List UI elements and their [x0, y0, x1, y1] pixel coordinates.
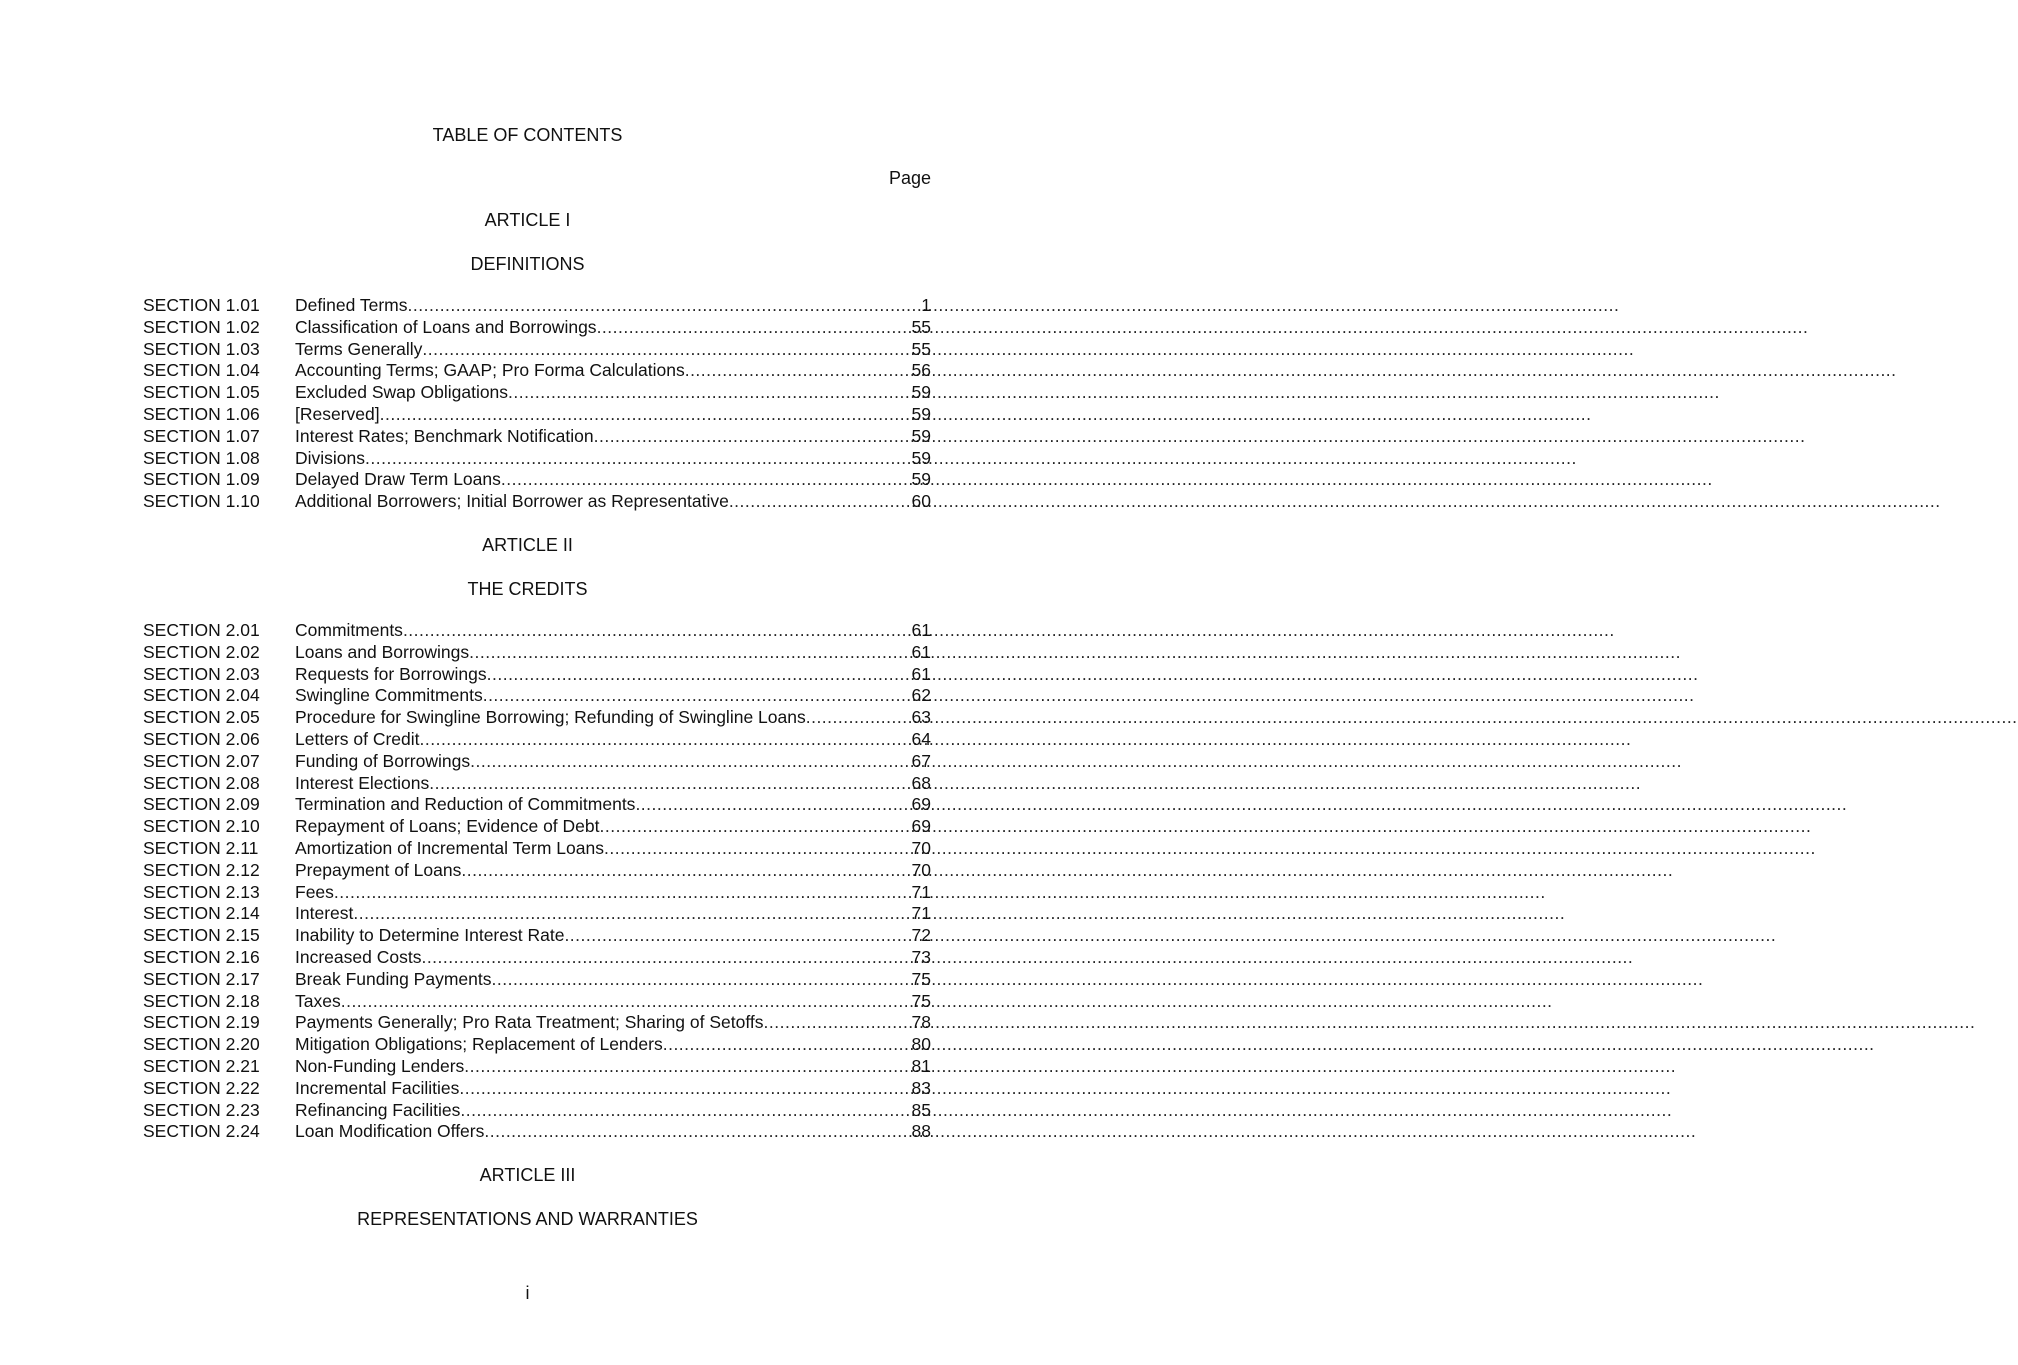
section-page-number: 73 [911, 946, 931, 967]
article-1-heading: ARTICLE I [484, 210, 571, 230]
dot-leader [365, 448, 910, 470]
section-page-number: 59 [911, 425, 931, 446]
section-number: SECTION 2.15 [143, 925, 260, 946]
dot-leader [459, 1078, 909, 1100]
section-page-number: 60 [911, 491, 931, 512]
section-number: SECTION 1.06 [143, 403, 260, 424]
section-title[interactable]: Interest Elections [295, 772, 430, 793]
section-number: SECTION 1.07 [143, 425, 260, 446]
section-number: SECTION 2.09 [143, 794, 260, 815]
toc-entry[interactable] [143, 317, 931, 339]
section-page-number: 59 [911, 447, 931, 468]
section-title[interactable]: Swingline Commitments [295, 685, 483, 706]
toc-entry[interactable] [143, 1100, 931, 1122]
section-page-number: 78 [911, 1012, 931, 1033]
toc-entry[interactable] [143, 295, 931, 317]
dot-leader [460, 1100, 909, 1122]
article-2-section-list [143, 620, 931, 1143]
dot-leader [508, 382, 909, 404]
section-number: SECTION 2.06 [143, 728, 260, 749]
dot-leader [421, 947, 909, 969]
section-page-number: 55 [911, 338, 931, 359]
dot-leader [487, 664, 910, 686]
section-page-number: 72 [911, 925, 931, 946]
article-1-subheading: DEFINITIONS [470, 254, 585, 274]
toc-entry[interactable] [143, 882, 931, 904]
dot-leader [353, 903, 909, 925]
article-1-section-list [143, 295, 931, 513]
toc-entry[interactable] [143, 969, 931, 991]
dot-leader [729, 491, 910, 513]
article-2-subheading: THE CREDITS [467, 579, 588, 599]
dot-leader [420, 729, 910, 751]
section-title[interactable]: Break Funding Payments [295, 968, 492, 989]
section-title[interactable]: Letters of Credit [295, 728, 420, 749]
section-number: SECTION 2.23 [143, 1099, 260, 1120]
dot-leader [564, 925, 909, 947]
section-number: SECTION 2.07 [143, 750, 260, 771]
dot-leader [594, 426, 910, 448]
section-page-number: 83 [911, 1077, 931, 1098]
toc-entry[interactable] [143, 664, 931, 686]
toc-entry[interactable] [143, 838, 931, 860]
section-title[interactable]: Additional Borrowers; Initial Borrower as Representative [295, 491, 729, 512]
dot-leader [341, 991, 910, 1013]
section-title[interactable]: Termination and Reduction of Commitments [295, 794, 636, 815]
section-page-number: 55 [911, 316, 931, 337]
section-title[interactable]: Accounting Terms; GAAP; Pro Forma Calculations [295, 360, 685, 381]
section-number: SECTION 1.10 [143, 491, 260, 512]
dot-leader [380, 404, 910, 426]
section-number: SECTION 2.02 [143, 641, 260, 662]
section-number: SECTION 2.04 [143, 685, 260, 706]
section-number: SECTION 2.19 [143, 1012, 260, 1033]
toc-entry[interactable] [143, 903, 931, 925]
dot-leader [464, 1056, 909, 1078]
dot-leader [600, 816, 910, 838]
section-title[interactable]: Interest [295, 903, 354, 924]
toc-entry[interactable] [143, 360, 931, 382]
section-number: SECTION 2.21 [143, 1055, 260, 1076]
toc-entry[interactable] [143, 1034, 931, 1056]
section-number: SECTION 2.05 [143, 707, 260, 728]
section-title[interactable]: Fees [295, 881, 334, 902]
section-number: SECTION 2.01 [143, 620, 260, 640]
section-page-number: 75 [911, 990, 931, 1011]
section-title[interactable]: Procedure for Swingline Borrowing; Refunding of Swingline Loans [295, 707, 806, 728]
dot-leader [597, 317, 910, 339]
dot-leader [429, 773, 909, 795]
dot-leader [501, 469, 910, 491]
section-title[interactable]: Delayed Draw Term Loans [295, 469, 501, 490]
toc-entry[interactable] [143, 1012, 931, 1034]
section-title[interactable]: Commitments [295, 620, 403, 640]
toc-entry[interactable] [143, 382, 931, 404]
toc-title: TABLE OF CONTENTS [432, 125, 623, 145]
section-page-number: 71 [911, 903, 931, 924]
dot-leader [422, 339, 909, 361]
dot-leader [764, 1012, 910, 1034]
dot-leader [469, 642, 909, 664]
section-page-number: 75 [911, 968, 931, 989]
section-number: SECTION 2.12 [143, 859, 260, 880]
toc-entry[interactable] [143, 1078, 931, 1100]
section-title[interactable]: Increased Costs [295, 946, 422, 967]
section-page-number: 68 [911, 772, 931, 793]
dot-leader [806, 707, 910, 729]
section-number: SECTION 2.22 [143, 1077, 260, 1098]
section-number: SECTION 2.03 [143, 663, 260, 684]
toc-entry[interactable] [143, 991, 931, 1013]
toc-entry[interactable] [143, 773, 931, 795]
section-number: SECTION 2.11 [143, 837, 259, 858]
toc-entry[interactable] [143, 339, 931, 361]
toc-entry[interactable] [143, 426, 931, 448]
toc-entry[interactable] [143, 729, 931, 751]
toc-entry[interactable] [143, 860, 931, 882]
article-3-heading: ARTICLE III [479, 1165, 576, 1185]
dot-leader [403, 620, 910, 642]
section-page-number: 69 [911, 794, 931, 815]
section-page-number: 61 [911, 641, 931, 662]
section-title[interactable]: Excluded Swap Obligations [295, 382, 509, 403]
section-number: SECTION 2.24 [143, 1121, 260, 1142]
section-page-number: 85 [911, 1099, 931, 1120]
toc-entry[interactable] [143, 642, 931, 664]
section-title[interactable]: Divisions [295, 447, 366, 468]
section-title[interactable]: Prepayment of Loans [295, 859, 462, 880]
section-title[interactable]: Refinancing Facilities [295, 1099, 461, 1120]
section-title[interactable]: Loans and Borrowings [295, 641, 470, 662]
section-number: SECTION 1.09 [143, 469, 260, 490]
toc-entry[interactable] [143, 685, 931, 707]
section-page-number: 63 [911, 707, 931, 728]
section-title[interactable]: Inability to Determine Interest Rate [295, 925, 565, 946]
toc-entry[interactable] [143, 947, 931, 969]
toc-entry[interactable] [143, 707, 931, 729]
dot-leader [604, 838, 910, 860]
dot-leader [408, 295, 920, 317]
section-number: SECTION 2.17 [143, 968, 260, 989]
section-number: SECTION 2.13 [143, 881, 260, 902]
toc-entry[interactable] [143, 816, 931, 838]
toc-entry[interactable] [143, 469, 931, 491]
dot-leader [635, 794, 909, 816]
page-column-label: Page [888, 168, 931, 188]
section-page-number: 71 [911, 881, 931, 902]
dot-leader [470, 751, 909, 773]
section-title[interactable]: Incremental Facilities [295, 1077, 460, 1098]
toc-entry[interactable] [143, 620, 931, 642]
section-page-number: 1 [921, 295, 931, 315]
section-title[interactable]: Interest Rates; Benchmark Notification [295, 425, 594, 446]
section-number: SECTION 1.03 [143, 338, 260, 359]
section-number: SECTION 1.01 [143, 295, 260, 315]
section-page-number: 56 [911, 360, 931, 381]
section-title[interactable]: Loan Modification Offers [295, 1121, 485, 1142]
section-number: SECTION 2.18 [143, 990, 260, 1011]
section-title[interactable]: Defined Terms [295, 295, 408, 315]
dot-leader [663, 1034, 910, 1056]
section-page-number: 59 [911, 469, 931, 490]
section-title[interactable]: Terms Generally [295, 338, 423, 359]
section-page-number: 67 [911, 750, 931, 771]
section-page-number: 81 [911, 1055, 931, 1076]
section-page-number: 88 [911, 1121, 931, 1142]
toc-entry[interactable] [143, 491, 931, 513]
article-2-heading: ARTICLE II [482, 535, 573, 555]
section-page-number: 80 [911, 1034, 931, 1055]
section-number: SECTION 2.16 [143, 946, 260, 967]
toc-entry[interactable] [143, 751, 931, 773]
section-page-number: 61 [911, 620, 931, 640]
section-title[interactable]: Classification of Loans and Borrowings [295, 316, 597, 337]
dot-leader [492, 969, 910, 991]
section-number: SECTION 1.02 [143, 316, 260, 337]
dot-leader [484, 1121, 909, 1143]
toc-entry[interactable] [143, 448, 931, 470]
toc-entry[interactable] [143, 794, 931, 816]
section-number: SECTION 2.10 [143, 816, 260, 837]
toc-entry[interactable] [143, 1056, 931, 1078]
section-page-number: 61 [911, 663, 931, 684]
section-page-number: 64 [911, 728, 931, 749]
section-number: SECTION 1.08 [143, 447, 260, 468]
section-title[interactable]: Amortization of Incremental Term Loans [295, 837, 604, 858]
section-title[interactable]: Non-Funding Lenders [295, 1055, 465, 1076]
section-title[interactable]: Taxes [295, 990, 341, 1011]
dot-leader [685, 360, 910, 382]
section-title[interactable]: Payments Generally; Pro Rata Treatment; Sharing of Setoffs [295, 1012, 764, 1033]
section-page-number: 70 [911, 859, 931, 880]
section-page-number: 69 [911, 816, 931, 837]
footer-page-number: i [525, 1283, 530, 1303]
section-page-number: 70 [911, 837, 931, 858]
toc-entry[interactable] [143, 1121, 931, 1143]
section-page-number: 59 [911, 382, 931, 403]
toc-entry[interactable] [143, 404, 931, 426]
dot-leader [334, 882, 910, 904]
section-number: SECTION 2.08 [143, 772, 260, 793]
article-3-subheading: REPRESENTATIONS AND WARRANTIES [357, 1209, 698, 1229]
section-page-number: 59 [911, 403, 931, 424]
section-title[interactable]: Funding of Borrowings [295, 750, 471, 771]
dot-leader [483, 685, 910, 707]
section-title[interactable]: [Reserved] [295, 403, 380, 424]
toc-entry[interactable] [143, 925, 931, 947]
dot-leader [461, 860, 909, 882]
section-number: SECTION 2.20 [143, 1034, 260, 1055]
section-number: SECTION 1.05 [143, 382, 260, 403]
section-title[interactable]: Repayment of Loans; Evidence of Debt [295, 816, 600, 837]
section-page-number: 62 [911, 685, 931, 706]
section-number: SECTION 2.14 [143, 903, 260, 924]
section-number: SECTION 1.04 [143, 360, 260, 381]
section-title[interactable]: Requests for Borrowings [295, 663, 487, 684]
section-title[interactable]: Mitigation Obligations; Replacement of Lenders [295, 1034, 663, 1055]
